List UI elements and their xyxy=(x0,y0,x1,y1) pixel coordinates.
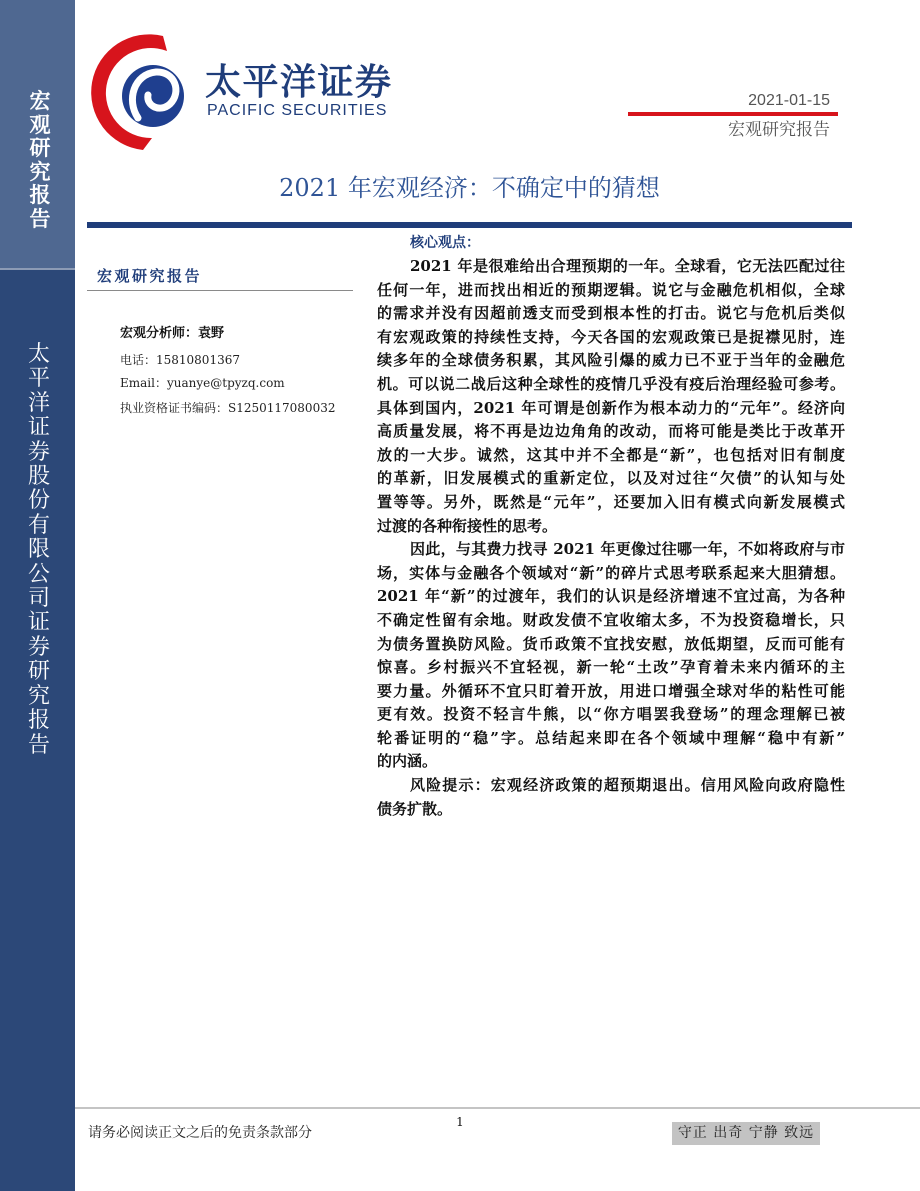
section-label: 宏观研究报告 xyxy=(97,267,203,285)
paragraph xyxy=(377,255,845,538)
body-line: 因此，与其费力找寻 2021 年更像过往哪一年，不如将政府与市 xyxy=(410,540,845,559)
body-line: 惊喜。乡村振兴不宜轻视，新一轮“土改”孕育着未来内循环的主 xyxy=(377,658,845,677)
body-line: 轮番证明的“稳”字。总结起来即在各个领域中理解“稳中有新” xyxy=(377,728,845,747)
body-line: 高质量发展，将不再是边边角角的改动，而将可能是类比于改革开 xyxy=(377,422,845,441)
report-title: 2021 年宏观经济：不确定中的猜想 xyxy=(279,174,660,202)
core-views-body xyxy=(377,255,845,821)
body-line: 不确定性留有余地。财政发债不宜收缩太多，不为投资稳增长，只 xyxy=(377,610,845,629)
report-type-label: 宏观研究报告 xyxy=(728,120,830,140)
body-line: 债务扩散。 xyxy=(377,799,453,818)
body-line: 有宏观政策的持续性支持，今天各国的宏观政策已是捉襟见肘，连 xyxy=(377,327,845,346)
analyst-license: 执业资格证书编码：S1250117080032 xyxy=(120,401,336,415)
title-divider xyxy=(87,222,852,228)
logo-wordmark-en: PACIFIC SECURITIES xyxy=(207,102,388,119)
body-line: 的内涵。 xyxy=(377,752,438,771)
footer-disclaimer: 请务必阅读正文之后的免责条款部分 xyxy=(88,1125,312,1141)
report-date: 2021-01-15 xyxy=(748,92,830,109)
body-line: 2021 年“新”的过渡年，我们的认识是经济增速不宜过高，为各种 xyxy=(377,587,845,606)
footer-divider xyxy=(75,1107,920,1109)
sidebar-category-label: 宏观研究报告 xyxy=(29,88,51,231)
body-line: 要力量。外循环不宜只盯着开放，用进口增强全球对华的粘性可能 xyxy=(377,681,845,700)
risk-warning xyxy=(377,774,845,821)
analyst-phone: 电话：15810801367 xyxy=(120,353,240,367)
pacific-securities-logo-icon xyxy=(0,0,200,160)
sidebar-company-label: 太平洋证券股份有限公司证券研究报告 xyxy=(27,342,50,758)
body-line: 放的一大步。诚然，这其中并不全都是“新”，也包括对旧有制度 xyxy=(377,445,845,464)
company-motto: 守正 出奇 宁静 致远 xyxy=(672,1122,820,1145)
body-line: 2021 年是很难给出合理预期的一年。全球看，它无法匹配过往 xyxy=(410,257,845,275)
header-red-rule xyxy=(628,112,838,116)
body-line: 场，实体与金融各个领域对“新”的碎片式思考联系起来大胆猜想。 xyxy=(377,563,845,582)
body-line: 具体到国内，2021 年可谓是创新作为根本动力的“元年”。经济向 xyxy=(377,398,845,417)
body-line: 机。可以说二战后这种全球性的疫情几乎没有疫后治理经验可参考。 xyxy=(377,374,845,393)
body-line: 更有效。投资不轻言牛熊，以“你方唱罢我登场”的理念理解已被 xyxy=(377,705,845,724)
body-line: 风险提示：宏观经济政策的超预期退出。信用风险向政府隐性 xyxy=(410,776,845,795)
logo-wordmark-cn: 太平洋证券 xyxy=(205,62,393,103)
section-underline xyxy=(87,290,353,291)
body-line: 任何一年，进而找出相近的预期逻辑。说它与金融危机相似，全球 xyxy=(377,280,845,299)
core-views-heading: 核心观点： xyxy=(410,235,480,251)
body-line: 的革新，旧发展模式的重新定位，以及对过往“欠债”的认知与处 xyxy=(377,469,845,488)
analyst-email: Email：yuanye@tpyzq.com xyxy=(120,376,285,390)
body-line: 过渡的各种衔接性的思考。 xyxy=(377,516,558,535)
body-line: 续多年的全球债务积累，其风险引爆的威力已不亚于当年的金融危 xyxy=(377,351,845,370)
paragraph xyxy=(377,538,845,774)
analyst-name: 宏观分析师：袁野 xyxy=(120,326,225,341)
page-number: 1 xyxy=(456,1115,464,1129)
body-line: 置等等。另外，既然是“元年”，还要加入旧有模式向新发展模式 xyxy=(377,492,845,511)
body-line: 为债务置换防风险。货币政策不宜找安慰，放低期望，反而可能有 xyxy=(377,634,845,653)
body-line: 的需求并没有因超前透支而受到根本性的打击。说它与危机后类似 xyxy=(377,304,845,323)
